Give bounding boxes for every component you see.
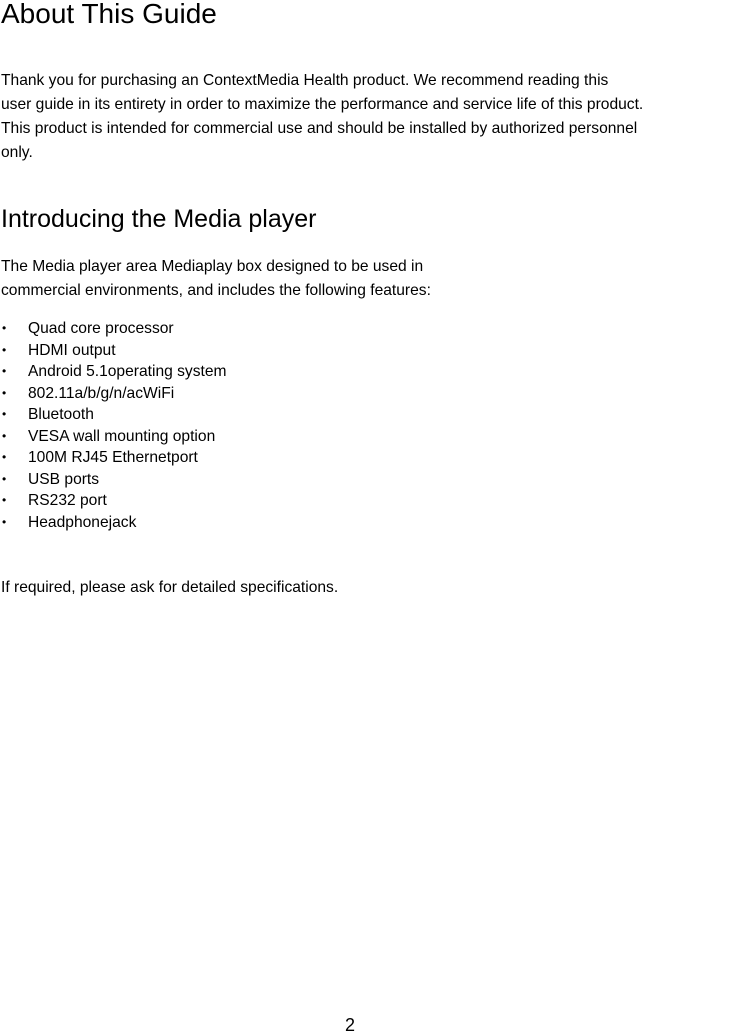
paragraph-line: user guide in its entirety in order to maximize the performance and service life of this product. — [1, 96, 644, 113]
about-guide-heading: About This Guide — [1, 0, 217, 29]
feature-label: Bluetooth — [28, 406, 94, 423]
bullet-icon: • — [2, 450, 7, 464]
feature-label: USB ports — [28, 470, 100, 488]
about-guide-paragraph — [1, 69, 643, 165]
feature-label: RS232 port — [28, 492, 107, 509]
specifications-note: If required, please ask for detailed specifications. — [1, 579, 339, 596]
feature-label: Headphonejack — [28, 513, 137, 531]
feature-label: Android 5.1operating system — [28, 363, 227, 380]
feature-label: 100M RJ45 Ethernetport — [28, 449, 198, 466]
feature-label: 802.11a/b/g/n/acWiFi — [28, 384, 175, 402]
introducing-media-player-heading: Introducing the Media player — [1, 205, 317, 233]
feature-label: VESA wall mounting option — [28, 427, 216, 445]
page-number: 2 — [344, 1015, 355, 1035]
feature-label: HDMI output — [28, 341, 116, 359]
bullet-icon: • — [2, 493, 7, 507]
bullet-icon: • — [2, 385, 7, 400]
bullet-icon: • — [2, 514, 7, 529]
paragraph-line: commercial environments, and includes the following features: — [1, 282, 431, 299]
feature-label: Quad core processor — [28, 320, 174, 337]
bullet-icon: • — [2, 471, 7, 486]
paragraph-line: only. — [1, 144, 33, 161]
bullet-icon: • — [2, 321, 7, 335]
paragraph-line: The Media player area Mediaplay box designed to be used in — [1, 258, 424, 275]
bullet-icon: • — [2, 364, 7, 378]
paragraph-line: This product is intended for commercial use and should be installed by authorized personnel — [1, 120, 638, 137]
bullet-icon: • — [2, 428, 7, 443]
bullet-icon: • — [2, 342, 7, 357]
media-player-intro-paragraph — [1, 255, 431, 303]
bullet-icon: • — [2, 407, 7, 421]
paragraph-line: Thank you for purchasing an ContextMedia Health product. We recommend reading this — [1, 72, 609, 89]
